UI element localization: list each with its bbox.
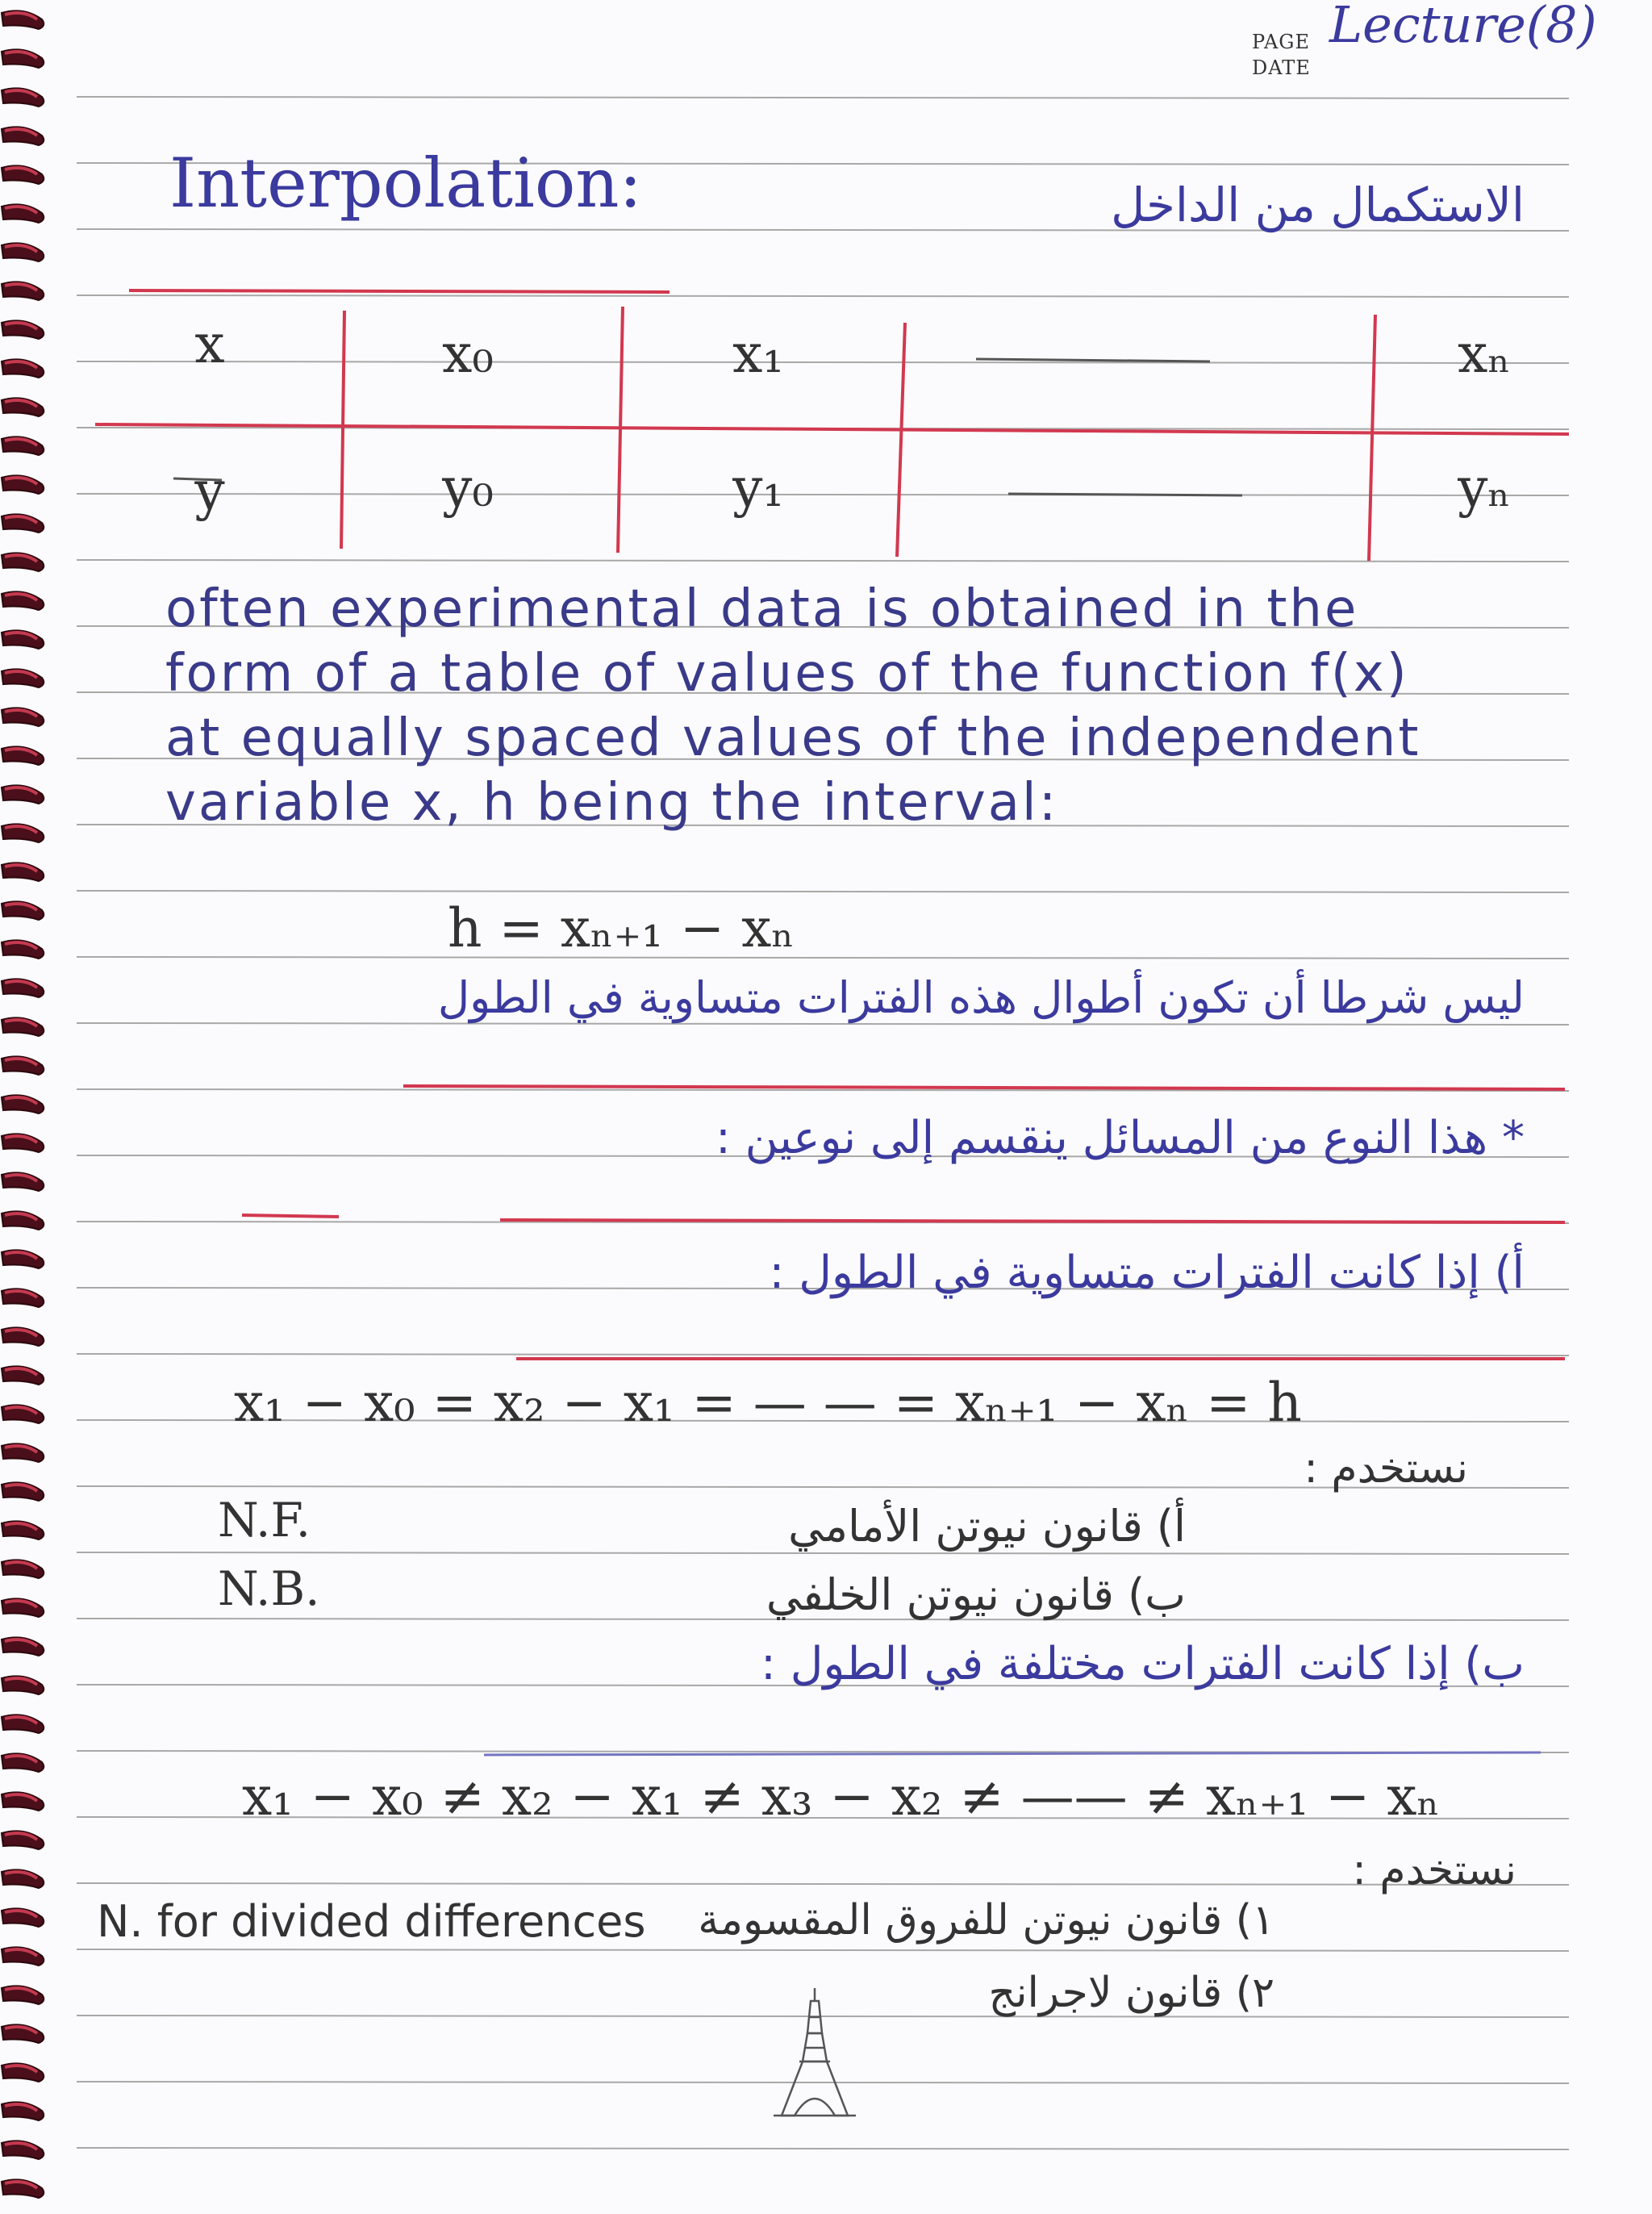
case-equal-intervals: أ) إذا كانت الفترات متساوية في الطول :: [769, 1247, 1525, 1299]
table-x0: x₀: [442, 323, 494, 385]
title-arabic: الاستكمال من الداخل: [1111, 178, 1525, 232]
newton-forward-arabic: أ) قانون نيوتن الأمامي: [788, 1501, 1186, 1552]
case-unequal-intervals: ب) إذا كانت الفترات مختلفة في الطول :: [761, 1638, 1525, 1690]
date-label: DATE: [1252, 56, 1311, 79]
paragraph-line-4: variable x, h being the interval:: [165, 773, 1059, 833]
page-label: PAGE: [1252, 31, 1310, 53]
h-formula: h = xₙ₊₁ − xₙ: [448, 897, 795, 959]
note-not-required: ليس شرطا أن تكون أطوال هذه الفترات متساوية في الطول: [437, 972, 1525, 1023]
table-y1: y₁: [732, 457, 784, 519]
table-xn: xₙ: [1458, 323, 1511, 385]
lagrange-arabic: ٢) قانون لاجرانج: [988, 1969, 1274, 2017]
paragraph-line-3: at equally spaced values of the independent: [165, 708, 1421, 768]
use-label-1: نستخدم :: [1304, 1444, 1468, 1493]
note-two-types: * هذا النوع من المسائل ينقسم إلى نوعين :: [715, 1112, 1525, 1164]
table-x1: x₁: [732, 323, 784, 385]
divided-differences-arabic: ١) قانون نيوتن للفروق المقسومة: [698, 1896, 1274, 1945]
nf-label: N.F.: [218, 1493, 311, 1548]
table-y-header: y: [194, 460, 225, 522]
paragraph-line-1: often experimental data is obtained in the: [165, 579, 1359, 639]
eiffel-tower-icon: [770, 1985, 859, 2122]
unequal-intervals-equation: x₁ − x₀ ≠ x₂ − x₁ ≠ x₃ − x₂ ≠ —— ≠ xₙ₊₁ − xₙ: [242, 1765, 1440, 1828]
page-title: Interpolation:: [169, 144, 642, 223]
use-label-2: نستخدم :: [1352, 1846, 1516, 1894]
equal-intervals-equation: x₁ − x₀ = x₂ − x₁ = — — = xₙ₊₁ − xₙ = h: [234, 1372, 1302, 1434]
nb-label: N.B.: [218, 1561, 320, 1616]
newton-backward-arabic: ب) قانون نيوتن الخلفي: [766, 1569, 1186, 1620]
table-y0: y₀: [442, 457, 494, 519]
paragraph-line-2: form of a table of values of the function f(x): [165, 644, 1409, 704]
table-x-header: x: [194, 313, 225, 375]
table-yn: yₙ: [1458, 457, 1511, 519]
lecture-number: Lecture(8): [1329, 0, 1597, 54]
divided-differences-label: N. for divided differences: [97, 1896, 646, 1947]
